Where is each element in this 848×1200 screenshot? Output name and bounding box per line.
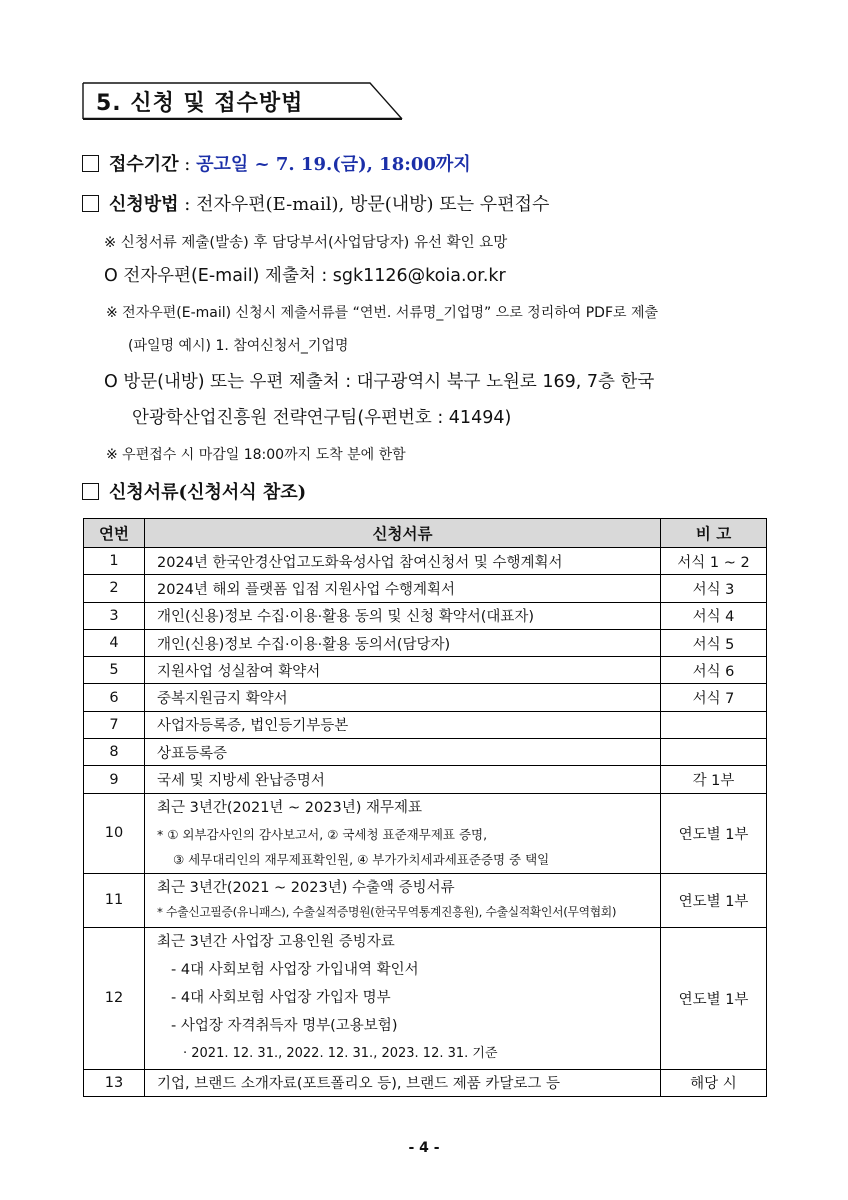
checkbox-square-icon: [82, 155, 99, 172]
row-remark: 서식 5: [661, 629, 767, 656]
header-doc: 신청서류: [145, 519, 661, 548]
row-remark: 서식 6: [661, 657, 767, 684]
period-sep: :: [178, 154, 197, 175]
email-destination: O 전자우편(E-mail) 제출처 : sgk1126@koia.or.kr: [104, 266, 506, 286]
checkbox-square-icon: [82, 195, 99, 212]
method-line: [82, 190, 549, 216]
method-value: 전자우편(E-mail), 방문(내방) 또는 우편접수: [196, 194, 550, 215]
row-no: 6: [84, 684, 145, 711]
section-header: [82, 82, 402, 120]
row-no: 9: [84, 766, 145, 793]
row-doc: 개인(신용)정보 수집·이용·활용 동의서(담당자): [145, 629, 661, 656]
row-remark: 서식 7: [661, 684, 767, 711]
row-no: 2: [84, 575, 145, 602]
table-row: [84, 657, 767, 684]
row-no: 12: [84, 927, 145, 1069]
row-doc-item: · 2021. 12. 31., 2022. 12. 31., 2023. 12. 31. 기준: [183, 1046, 498, 1062]
table-row: [84, 873, 767, 927]
row-remark: 해당 시: [661, 1069, 767, 1096]
period-value: 공고일 ~ 7. 19.(금), 18:00까지: [196, 154, 471, 175]
row-no: 3: [84, 602, 145, 629]
row-doc: 2024년 해외 플랫폼 입점 지원사업 수행계획서: [145, 575, 661, 602]
row-remark: 연도별 1부: [661, 873, 767, 927]
table-row: [84, 575, 767, 602]
table-row: [84, 684, 767, 711]
period-line: [82, 150, 471, 176]
table-header-row: [84, 519, 767, 548]
row-doc-title: 최근 3년간(2021 ~ 2023년) 수출액 증빙서류: [157, 880, 455, 897]
row-remark: 각 1부: [661, 766, 767, 793]
row-remark: [661, 711, 767, 738]
table-row: [84, 602, 767, 629]
row-doc: 중복지원금지 확약서: [145, 684, 661, 711]
row-no: 11: [84, 873, 145, 927]
docs-heading: 신청서류(신청서식 참조): [109, 482, 307, 503]
row-remark: [661, 739, 767, 766]
page-number: - 4 -: [408, 1140, 440, 1156]
row-doc: 상표등록증: [145, 739, 661, 766]
header-remark: 비 고: [661, 519, 767, 548]
period-label: 접수기간: [109, 154, 179, 175]
row-doc-sub: * 수출신고필증(유니패스), 수출실적증명원(한국무역통계진흥원), 수출실적확인서(무역협회): [157, 905, 617, 920]
method-label: 신청방법: [109, 194, 179, 215]
confirm-note: ※ 신청서류 제출(발송) 후 담당부서(사업담당자) 유선 확인 요망: [104, 235, 508, 251]
checkbox-square-icon: [82, 483, 99, 500]
row-no: 1: [84, 548, 145, 575]
row-doc: [145, 927, 661, 1069]
row-no: 10: [84, 793, 145, 873]
documents-table: [83, 518, 767, 1097]
row-doc: 2024년 한국안경산업고도화육성사업 참여신청서 및 수행계획서: [145, 548, 661, 575]
row-doc-title: 최근 3년간 사업장 고용인원 증빙자료: [157, 934, 395, 951]
row-doc: 지원사업 성실참여 확약서: [145, 657, 661, 684]
row-remark: 서식 1 ~ 2: [661, 548, 767, 575]
table-row: [84, 927, 767, 1069]
row-remark: 서식 3: [661, 575, 767, 602]
row-doc: 개인(신용)정보 수집·이용·활용 동의 및 신청 확약서(대표자): [145, 602, 661, 629]
method-sep: :: [178, 194, 197, 215]
section-title: 5. 신청 및 접수방법: [96, 91, 304, 116]
table-row: [84, 711, 767, 738]
row-doc-item: - 4대 사회보험 사업장 가입자 명부: [171, 990, 391, 1007]
table-row: [84, 1069, 767, 1096]
email-note-line1: ※ 전자우편(E-mail) 신청시 제출서류를 “연번. 서류명_기업명” 으로 정리하여 PDF로 제출: [106, 305, 659, 321]
row-remark: 연도별 1부: [661, 927, 767, 1069]
row-remark: 연도별 1부: [661, 793, 767, 873]
header-no: 연번: [84, 519, 145, 548]
table-row: [84, 793, 767, 873]
docs-heading-line: [82, 478, 306, 504]
row-doc: 사업자등록증, 법인등기부등본: [145, 711, 661, 738]
table-row: [84, 548, 767, 575]
row-doc: 국세 및 지방세 완납증명서: [145, 766, 661, 793]
row-doc-sub: ③ 세무대리인의 재무제표확인원, ④ 부가가치세과세표준증명 중 택일: [173, 852, 550, 868]
email-note-line2: (파일명 예시) 1. 참여신청서_기업명: [128, 338, 349, 354]
table-row: [84, 739, 767, 766]
visit-destination-line2: 안광학산업진흥원 전략연구팀(우편번호 : 41494): [132, 408, 512, 428]
row-doc-sub: * ① 외부감사인의 감사보고서, ② 국세청 표준재무제표 증명,: [157, 827, 488, 843]
row-doc: [145, 873, 661, 927]
row-doc: [145, 793, 661, 873]
row-doc-item: - 사업장 자격취득자 명부(고용보험): [171, 1018, 398, 1035]
row-no: 7: [84, 711, 145, 738]
row-doc-title: 최근 3년간(2021년 ~ 2023년) 재무제표: [157, 800, 422, 817]
row-remark: 서식 4: [661, 602, 767, 629]
visit-destination-line1: O 방문(내방) 또는 우편 제출처 : 대구광역시 북구 노원로 169, 7층 한국: [104, 372, 655, 392]
mail-note: ※ 우편접수 시 마감일 18:00까지 도착 분에 한함: [106, 447, 406, 463]
row-no: 13: [84, 1069, 145, 1096]
row-doc: 기업, 브랜드 소개자료(포트폴리오 등), 브랜드 제품 카달로그 등: [145, 1069, 661, 1096]
table-row: [84, 629, 767, 656]
row-no: 4: [84, 629, 145, 656]
row-doc-item: - 4대 사회보험 사업장 가입내역 확인서: [171, 962, 419, 979]
row-no: 8: [84, 739, 145, 766]
table-row: [84, 766, 767, 793]
row-no: 5: [84, 657, 145, 684]
